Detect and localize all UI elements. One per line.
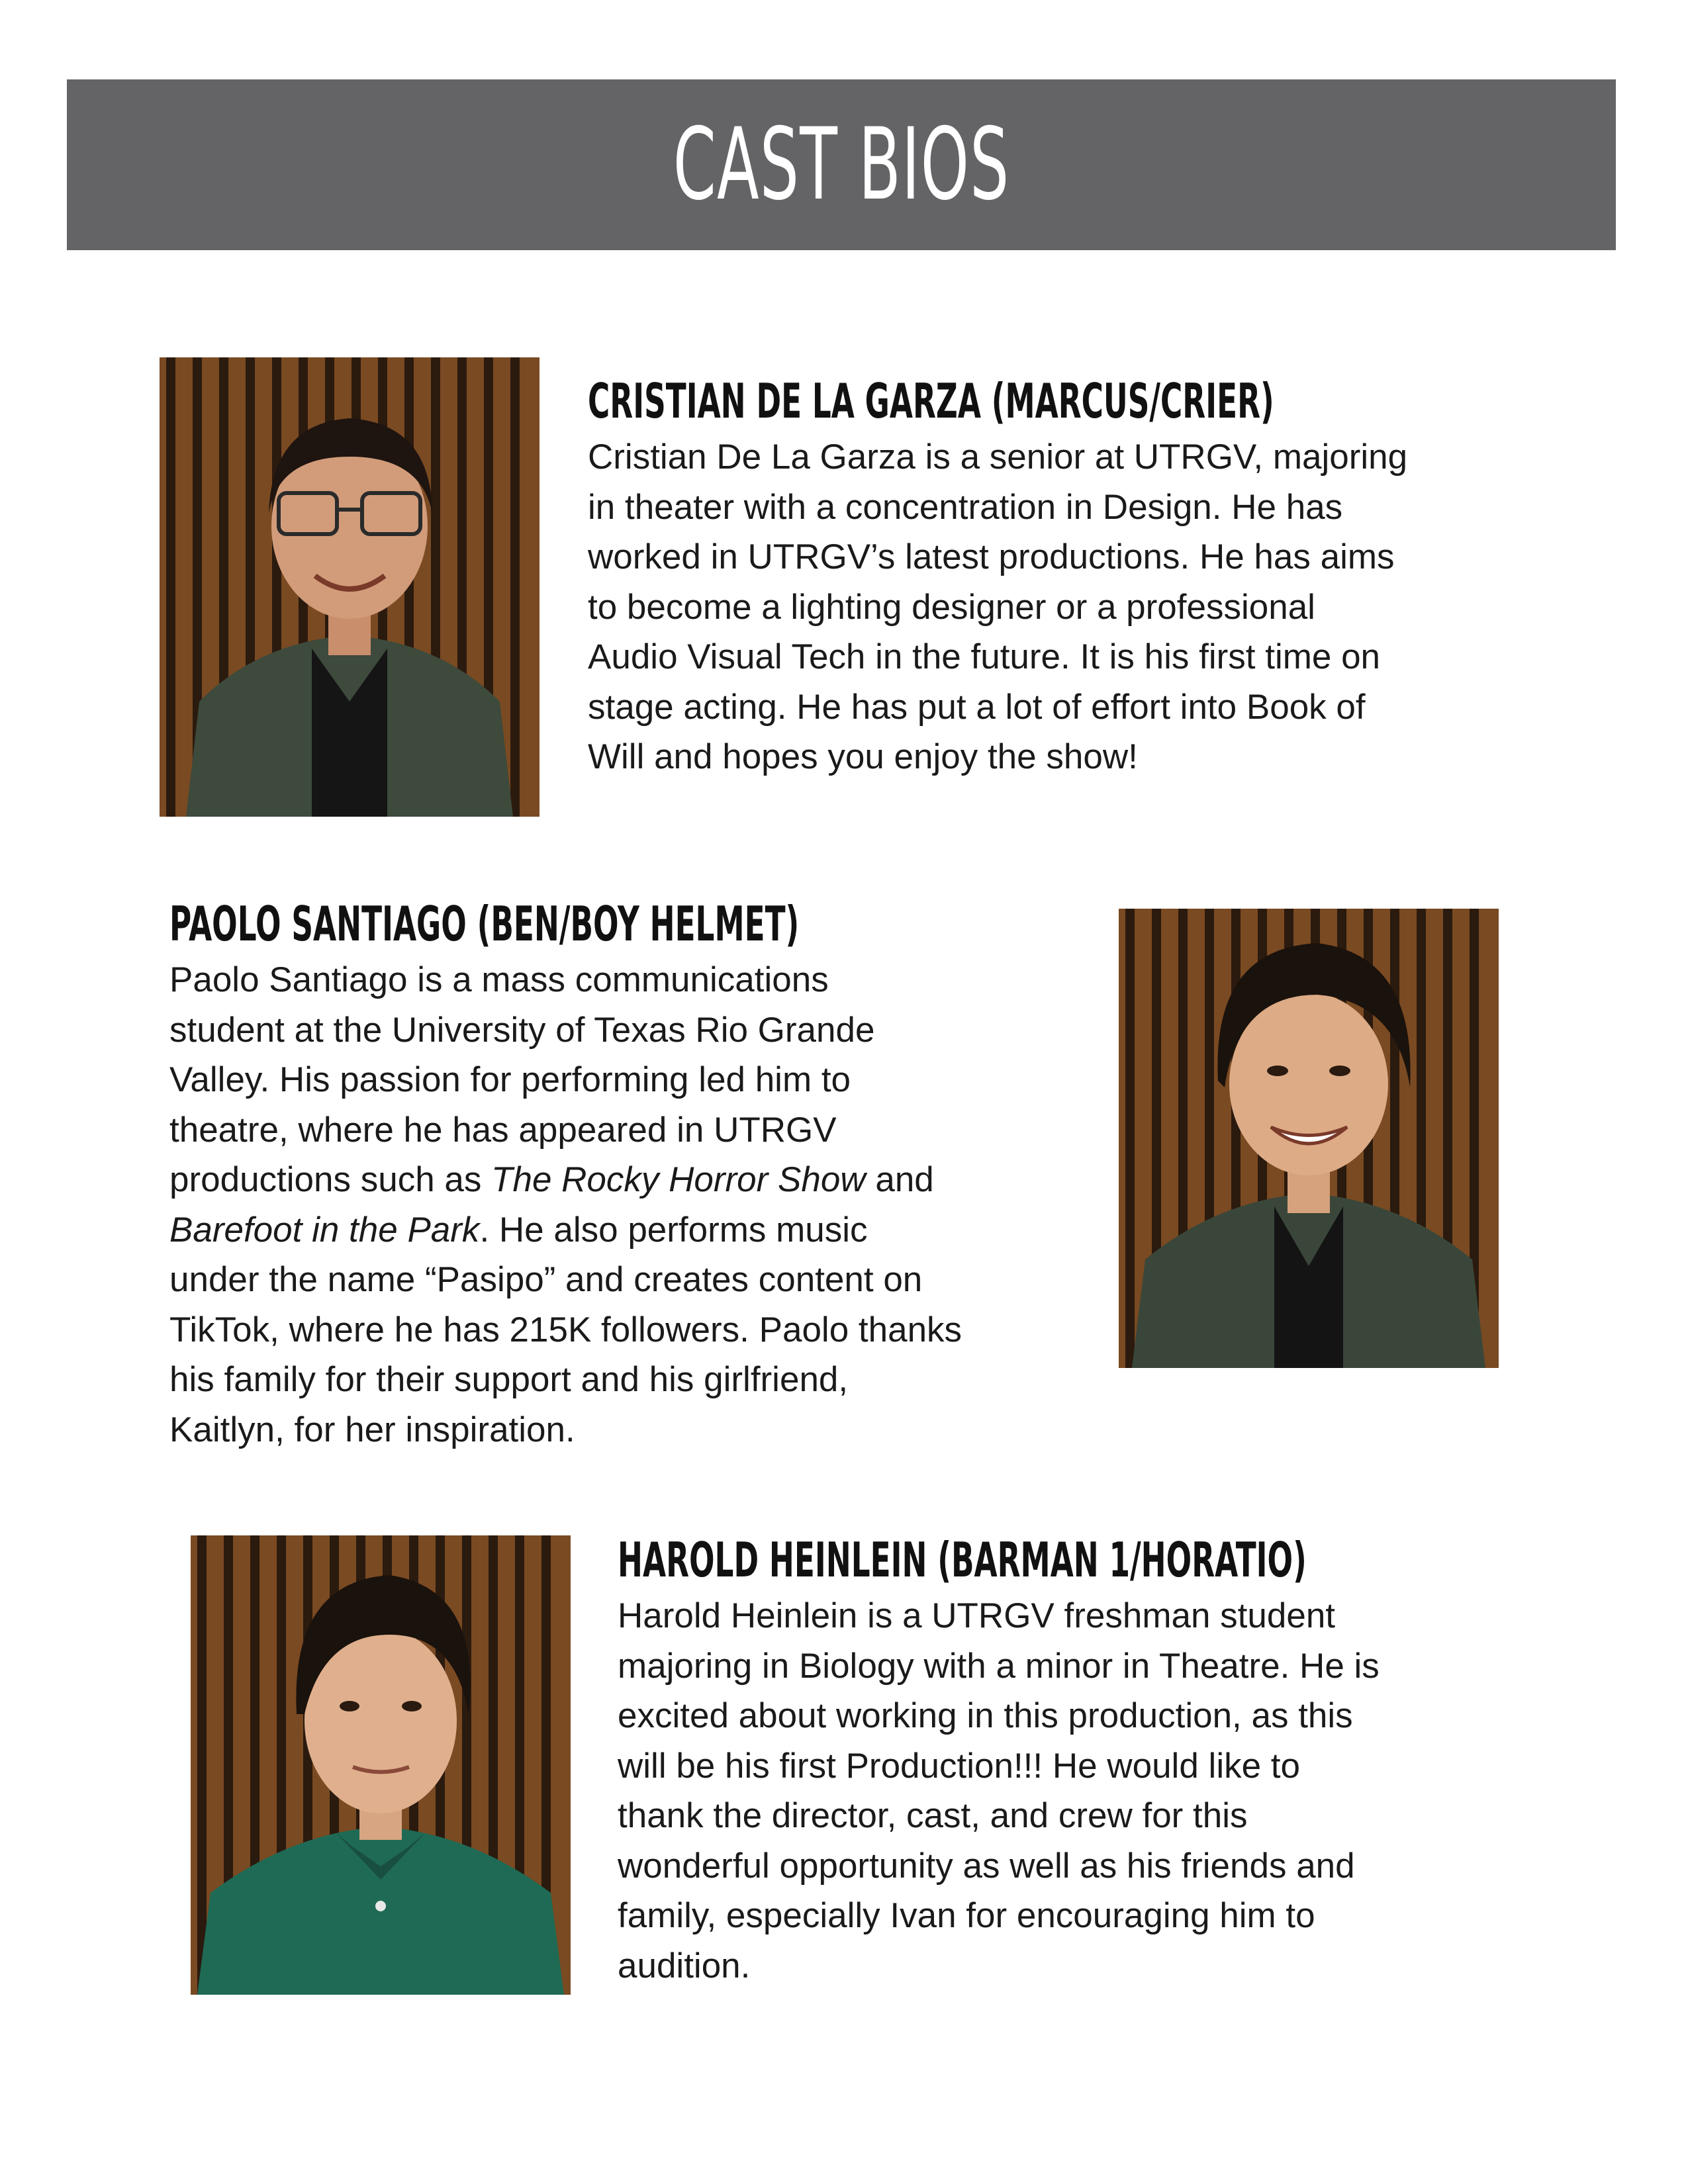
bio-line: Kaitlyn, for her inspiration. (169, 1410, 575, 1449)
bio-line: Cristian De La Garza is a senior at UTRGV, majoring (588, 437, 1408, 477)
portrait-photo-icon (1119, 909, 1499, 1368)
bio-line: theatre, where he has appeared in UTRGV (169, 1110, 837, 1150)
bio-text-segment: and (865, 1160, 934, 1199)
cast-photo-cristian (160, 357, 539, 817)
bio-line (169, 1155, 1083, 1205)
bio-text-segment: productions such as (169, 1160, 492, 1199)
show-title: The Rocky Horror Show (491, 1160, 866, 1199)
bio-line: his family for their support and his girlfriend, (169, 1360, 849, 1399)
bio-line: family, especially Ivan for encouraging him to (618, 1896, 1315, 1935)
bio-line: Valley. His passion for performing led him to (169, 1060, 851, 1099)
bio-text-segment: . He also performs music (479, 1210, 868, 1250)
bio-line: Paolo Santiago is a mass communications (169, 960, 829, 999)
bio-line: excited about working in this production, as this (618, 1696, 1353, 1735)
bio-line: student at the University of Texas Rio Grande (169, 1010, 875, 1050)
bio-line: majoring in Biology with a minor in Theatre. He is (618, 1646, 1380, 1686)
cast-bio-text (618, 1591, 1571, 1991)
bio-line: stage acting. He has put a lot of effort into Book of (588, 687, 1366, 727)
bio-line: wonderful opportunity as well as his friends and (618, 1846, 1355, 1886)
cast-name: HAROLD HEINLEIN (BARMAN 1/HORATIO) (618, 1532, 1307, 1588)
bio-line: Audio Visual Tech in the future. It is his first time on (588, 637, 1381, 676)
page-title: CAST BIOS (673, 107, 1010, 222)
show-title: Barefoot in the Park (169, 1210, 480, 1250)
portrait-photo-icon (160, 357, 539, 817)
cast-photo-harold (191, 1535, 571, 1995)
bio-line: Harold Heinlein is a UTRGV freshman student (618, 1596, 1336, 1635)
portrait-photo-icon (191, 1535, 571, 1995)
bio-line: thank the director, cast, and crew for this (618, 1796, 1248, 1835)
bio-line: Will and hopes you enjoy the show! (588, 737, 1138, 776)
bio-line: will be his first Production!!! He would like to (618, 1746, 1300, 1786)
cast-bio-cristian (588, 373, 1541, 782)
bio-line: under the name “Pasipo” and creates content on (169, 1260, 923, 1299)
cast-photo-paolo (1119, 909, 1499, 1368)
bio-line: to become a lighting designer or a professional (588, 587, 1315, 627)
bio-line (169, 1205, 1083, 1255)
header-band (67, 79, 1616, 250)
cast-bio-paolo (169, 895, 1083, 1455)
cast-bio-harold (618, 1531, 1571, 1991)
bio-line: audition. (618, 1946, 751, 1985)
cast-name: CRISTIAN DE LA GARZA (MARCUS/CRIER) (588, 373, 1274, 429)
bio-line: in theater with a concentration in Design. He has (588, 487, 1343, 527)
cast-bio-text (588, 432, 1541, 782)
cast-name: PAOLO SANTIAGO (BEN/BOY HELMET) (169, 896, 800, 952)
bio-line: TikTok, where he has 215K followers. Paolo thanks (169, 1310, 962, 1349)
bio-line: worked in UTRGV’s latest productions. He has aims (588, 537, 1395, 576)
cast-bio-text (169, 955, 1083, 1455)
